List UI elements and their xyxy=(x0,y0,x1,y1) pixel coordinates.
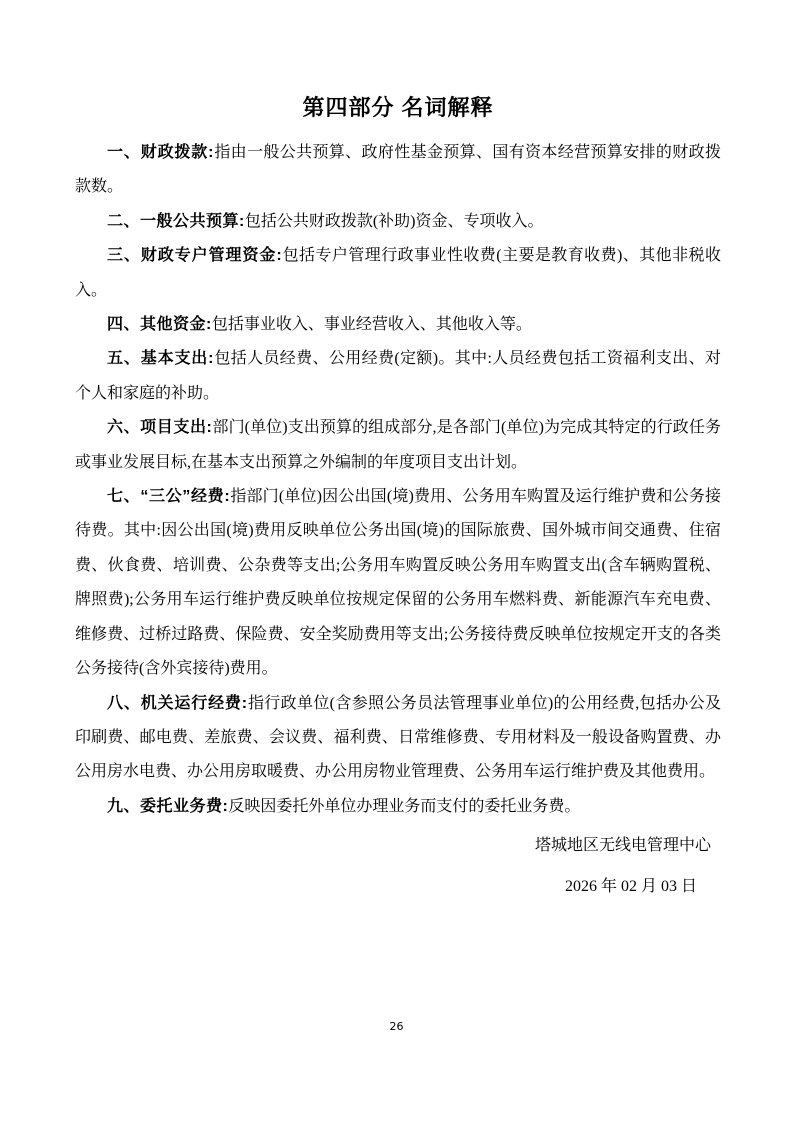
definition-item-6 xyxy=(75,411,721,480)
definition-text-4: 包括事业收入、事业经营收入、其他收入等。 xyxy=(211,316,532,334)
signature-date: 2026 年 02 月 03 日 xyxy=(564,877,697,895)
definition-term-4: 四、其他资金: xyxy=(107,316,212,334)
definition-term-2: 二、一般公共预算: xyxy=(107,212,245,230)
definition-text-2: 包括公共财政拨款(补助)资金、专项收入。 xyxy=(244,212,544,230)
definition-item-3 xyxy=(75,239,721,308)
definition-item-2 xyxy=(75,205,721,239)
page-title: 第四部分 名词解释 xyxy=(302,95,494,120)
definition-item-4 xyxy=(75,308,721,342)
definition-text-3: 包括专户管理行政事业性收费(主要是教育收费)、其他非税收入。 xyxy=(75,247,721,299)
definition-text-6: 部门(单位)支出预算的组成部分,是各部门(单位)为完成其特定的行政任务或事业发展目标,在基本支出预算之外编制的年度项目支出计划。 xyxy=(75,419,721,471)
definition-text-1: 指由一般公共预算、政府性基金预算、国有资本经营预算安排的财政拨款数。 xyxy=(75,144,721,196)
definition-item-5 xyxy=(75,342,721,411)
definition-item-9 xyxy=(75,790,721,824)
definition-text-9: 反映因委托外单位办理业务而支付的委托业务费。 xyxy=(228,797,581,815)
definition-item-8 xyxy=(75,687,721,790)
page-number: 26 xyxy=(389,1020,404,1033)
definition-term-7: 七、“三公”经费: xyxy=(107,488,231,506)
definition-item-7 xyxy=(75,480,721,686)
definition-term-6: 六、项目支出: xyxy=(107,419,213,437)
definition-term-9: 九、委托业务费: xyxy=(107,797,229,815)
definition-text-7: 指部门(单位)因公出国(境)费用、公务用车购置及运行维护费和公务接待费。其中:因公出国(境)费用反映单位公务出国(境)的国际旅费、国外城市间交通费、住宿费、伙食费、培训费、公杂费等支出;公务用车购置反映公务用车购置支出(含车辆购置税、牌照费);公务用车运行维护费反映单位按规定保留的公务用车燃料费、新能源汽车充电费、维修费、过桥过路费、保险费、安全奖励费用等支出;公务接待费反映单位按规定开支的各类公务接待(含外宾接待)费用。 xyxy=(75,488,721,678)
document-content xyxy=(75,0,721,904)
definition-text-5: 包括人员经费、公用经费(定额)。其中:人员经费包括工资福利支出、对个人和家庭的补助。 xyxy=(75,350,721,402)
definition-term-1: 一、财政拨款: xyxy=(107,144,214,161)
definition-item-1 xyxy=(75,136,721,205)
definition-term-8: 八、机关运行经费: xyxy=(107,694,248,712)
definition-term-5: 五、基本支出: xyxy=(107,350,214,368)
definition-text-8: 指行政单位(含参照公务员法管理事业单位)的公用经费,包括办公及印刷费、邮电费、差旅费、会议费、福利费、日常维修费、专用材料及一般设备购置费、办公用房水电费、办公用房取暖费、办公用房物业管理费、公务用车运行维护费及其他费用。 xyxy=(75,694,721,781)
signature-organization: 塔城地区无线电管理中心 xyxy=(534,837,711,855)
definition-term-3: 三、财政专户管理资金: xyxy=(107,247,283,265)
